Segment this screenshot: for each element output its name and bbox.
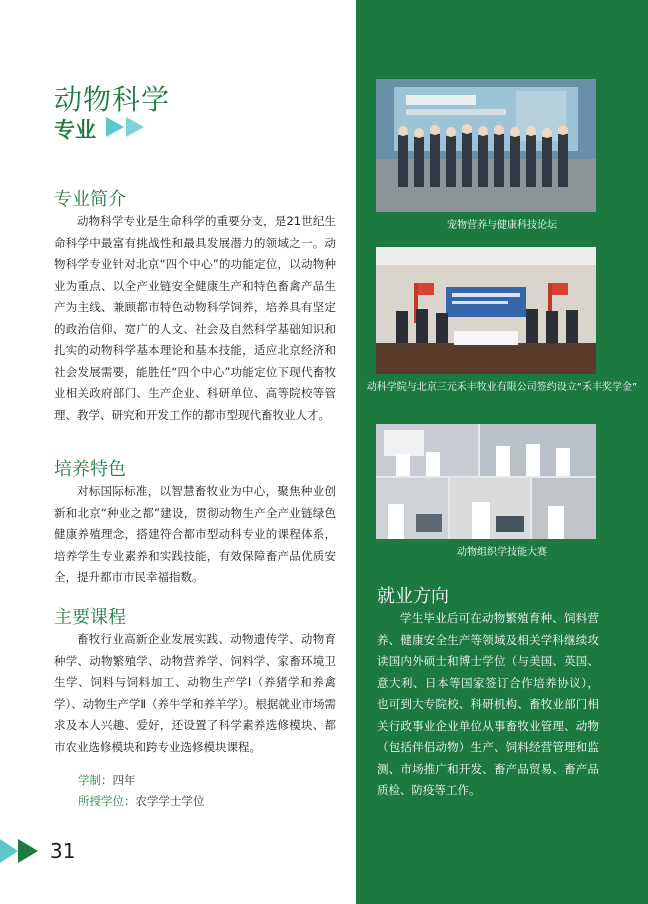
forum-group-photo [376, 79, 596, 212]
degree-label: 所授学位： [78, 794, 136, 808]
page-subtitle: 专业 [54, 118, 96, 142]
signing-ceremony-photo [376, 247, 596, 374]
page-arrow-icon [0, 837, 44, 865]
photo-caption-1: 宠物营养与健康科技论坛 [447, 220, 557, 231]
duration-value: 四年 [112, 773, 136, 787]
employment-paragraph: 学生毕业后可在动物繁殖育种、饲料营养、健康安全生产等领域及相关学科继续攻读国内外硕士和博士学位（与美国、英国、意大利、日本等国家签订合作培养协议），也可到大专院校、科研机构、畜牧业部门相关行政事业企业单位从事畜牧业管理、动物（包括伴侣动物）生产、饲料经营管理和监测、市场推广和开发、畜产品贸易、畜产品质检、防疫等工作。 [377, 611, 599, 797]
duration-line [78, 772, 136, 788]
intro-paragraph: 动物科学专业是生命科学的重要分支，是21世纪生命科学中最富有挑战性和最具发展潜力的领域之一。动物科学专业针对北京“四个中心”的功能定位，以动物种业为重点、以全产业链安全健康生产和特色畜禽产品生产为主线、兼顾都市特色动物科学饲养，培养具有坚定的政治信仰、宽广的人文、社会及自然科学基础知识和扎实的动物科学基本理论和基本技能，适应北京经济和社会发展需要，能胜任“四个中心”功能定位下现代畜牧业相关政府部门、生产企业、科研单位、高等院校等管理、教学、研究和开发工作的都市型现代畜牧业人才。 [54, 214, 336, 422]
employment-heading: 就业方向 [377, 586, 449, 607]
histology-contest-photo [376, 424, 596, 539]
double-arrow-icon [104, 115, 150, 139]
courses-paragraph: 畜牧行业高新企业发展实践、动物遗传学、动物育种学、动物繁殖学、动物营养学、饲料学、家畜环境卫生学、饲料与饲料加工、动物生产学Ⅰ（养猪学和养禽学）、动物生产学Ⅱ（养牛学和养羊学）。根据就业市场需求及本人兴趣、爱好，还设置了科学素养选修模块、都市农业选修模块和跨专业选修模块课程。 [54, 632, 336, 754]
photo-caption-2: 动科学院与北京三元禾丰牧业有限公司签约设立“禾丰奖学金” [366, 382, 638, 393]
photo-caption-3: 动物组织学技能大赛 [457, 547, 547, 558]
degree-value: 农学学士学位 [135, 794, 205, 808]
intro-heading: 专业简介 [54, 189, 126, 210]
page-title: 动物科学 [54, 83, 171, 116]
features-heading: 培养特色 [54, 459, 126, 480]
courses-heading: 主要课程 [54, 607, 126, 628]
features-paragraph: 对标国际标准，以智慧畜牧业为中心，聚焦种业创新和北京“种业之都”建设，贯彻动物生产全产业链绿色健康养殖理念，搭建符合都市型动科专业的课程体系，培养学生专业素养和实践技能，有效保障畜产品优质安全，提升都市市民幸福指数。 [54, 484, 336, 584]
duration-label: 学制： [78, 773, 113, 787]
page-number: 31 [50, 839, 76, 863]
degree-line [78, 793, 205, 809]
